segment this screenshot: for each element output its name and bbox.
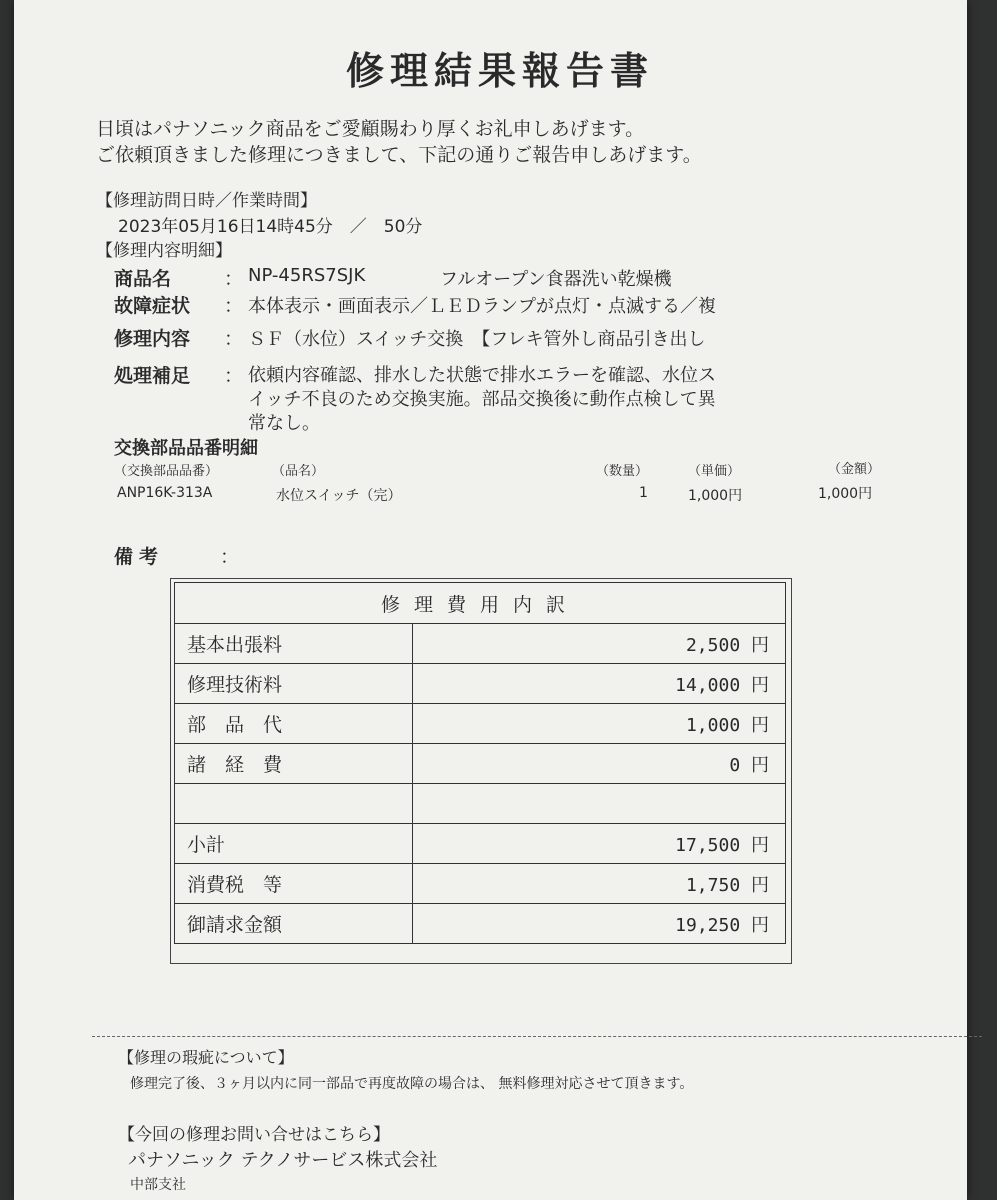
parts-header-name: （品名） bbox=[272, 464, 325, 479]
warranty-text: 修理完了後、３ヶ月以内に同一部品で再度故障の場合は、 無料修理対応させて頂きます。 bbox=[130, 1076, 694, 1092]
visit-value: 2023年05月16日14時45分 ／ 50分 bbox=[118, 217, 423, 237]
product-name: フルオープン食器洗い乾燥機 bbox=[440, 269, 672, 290]
cost-breakdown-table bbox=[174, 582, 786, 944]
product-colon: ： bbox=[224, 268, 244, 290]
note-line-3: 常なし。 bbox=[248, 413, 320, 434]
parts-header-amount: （金額） bbox=[828, 462, 881, 477]
parts-heading: 交換部品品番明細 bbox=[114, 438, 258, 459]
cost-table-heading: 修理費用内訳 bbox=[175, 583, 786, 624]
cost-amount: 0 円 bbox=[413, 744, 786, 784]
cost-label: 諸 経 費 bbox=[175, 744, 413, 784]
repair-label: 修理内容 bbox=[114, 328, 191, 350]
product-label: 商品名 bbox=[114, 268, 172, 290]
table-row bbox=[175, 824, 786, 864]
section-divider bbox=[92, 1036, 982, 1037]
note-line-2: イッチ不良のため交換実施。部品交換後に動作点検して異 bbox=[248, 389, 716, 410]
part-amount: 1,000円 bbox=[818, 486, 873, 502]
table-row bbox=[175, 904, 786, 944]
remarks-label: 備考 bbox=[114, 546, 165, 568]
cost-amount: 19,250 円 bbox=[413, 904, 786, 944]
note-label: 処理補足 bbox=[114, 365, 191, 387]
cost-label bbox=[175, 784, 413, 824]
product-model: NP-45RS7SJK bbox=[248, 265, 366, 286]
remarks-colon: ： bbox=[220, 546, 240, 568]
contact-company: パナソニック テクノサービス株式会社 bbox=[128, 1150, 438, 1171]
warranty-heading: 【修理の瑕疵について】 bbox=[118, 1048, 294, 1067]
cost-amount: 1,750 円 bbox=[413, 864, 786, 904]
cost-label: 基本出張料 bbox=[175, 624, 413, 664]
cost-label: 修理技術料 bbox=[175, 664, 413, 704]
cost-amount: 14,000 円 bbox=[413, 664, 786, 704]
parts-header-unit: （単価） bbox=[688, 464, 741, 479]
cost-label: 部 品 代 bbox=[175, 704, 413, 744]
visit-heading: 【修理訪問日時／作業時間】 bbox=[96, 191, 317, 211]
contact-branch: 中部支社 bbox=[130, 1177, 186, 1193]
table-row-blank bbox=[175, 784, 786, 824]
cost-amount: 1,000 円 bbox=[413, 704, 786, 744]
parts-header-code: （交換部品品番） bbox=[114, 464, 219, 479]
repair-colon: ： bbox=[224, 328, 244, 350]
part-name: 水位スイッチ（完） bbox=[276, 488, 402, 504]
part-qty: 1 bbox=[639, 485, 648, 501]
cost-table-header-row bbox=[175, 583, 786, 624]
cost-label: 御請求金額 bbox=[175, 904, 413, 944]
note-line-1: 依頼内容確認、排水した状態で排水エラーを確認、水位ス bbox=[248, 365, 716, 386]
cost-label: 消費税 等 bbox=[175, 864, 413, 904]
details-heading: 【修理内容明細】 bbox=[96, 241, 232, 261]
part-unit-price: 1,000円 bbox=[688, 488, 743, 504]
table-row bbox=[175, 704, 786, 744]
cost-amount bbox=[413, 784, 786, 824]
table-row bbox=[175, 864, 786, 904]
part-code: ANP16K-313A bbox=[117, 485, 213, 501]
intro-line-2: ご依頼頂きました修理につきまして、下記の通りご報告申しあげます。 bbox=[96, 144, 702, 166]
cost-amount: 2,500 円 bbox=[413, 624, 786, 664]
cost-label: 小計 bbox=[175, 824, 413, 864]
note-colon: ： bbox=[224, 365, 244, 387]
intro-line-1: 日頃はパナソニック商品をご愛顧賜わり厚くお礼申しあげます。 bbox=[96, 118, 645, 140]
symptom-colon: ： bbox=[224, 295, 244, 317]
table-row bbox=[175, 664, 786, 704]
report-paper bbox=[14, 0, 967, 1200]
cost-amount: 17,500 円 bbox=[413, 824, 786, 864]
repair-value: ＳＦ（水位）スイッチ交換 【フレキ管外し商品引き出し bbox=[248, 329, 706, 350]
parts-header-qty: （数量） bbox=[596, 464, 649, 479]
page-title: 修理結果報告書 bbox=[346, 49, 655, 93]
table-row bbox=[175, 744, 786, 784]
symptom-label: 故障症状 bbox=[114, 295, 191, 317]
table-row bbox=[175, 624, 786, 664]
symptom-value: 本体表示・画面表示／ＬＥＤランプが点灯・点滅する／複 bbox=[248, 296, 716, 317]
contact-heading: 【今回の修理お問い合せはこちら】 bbox=[118, 1125, 390, 1145]
